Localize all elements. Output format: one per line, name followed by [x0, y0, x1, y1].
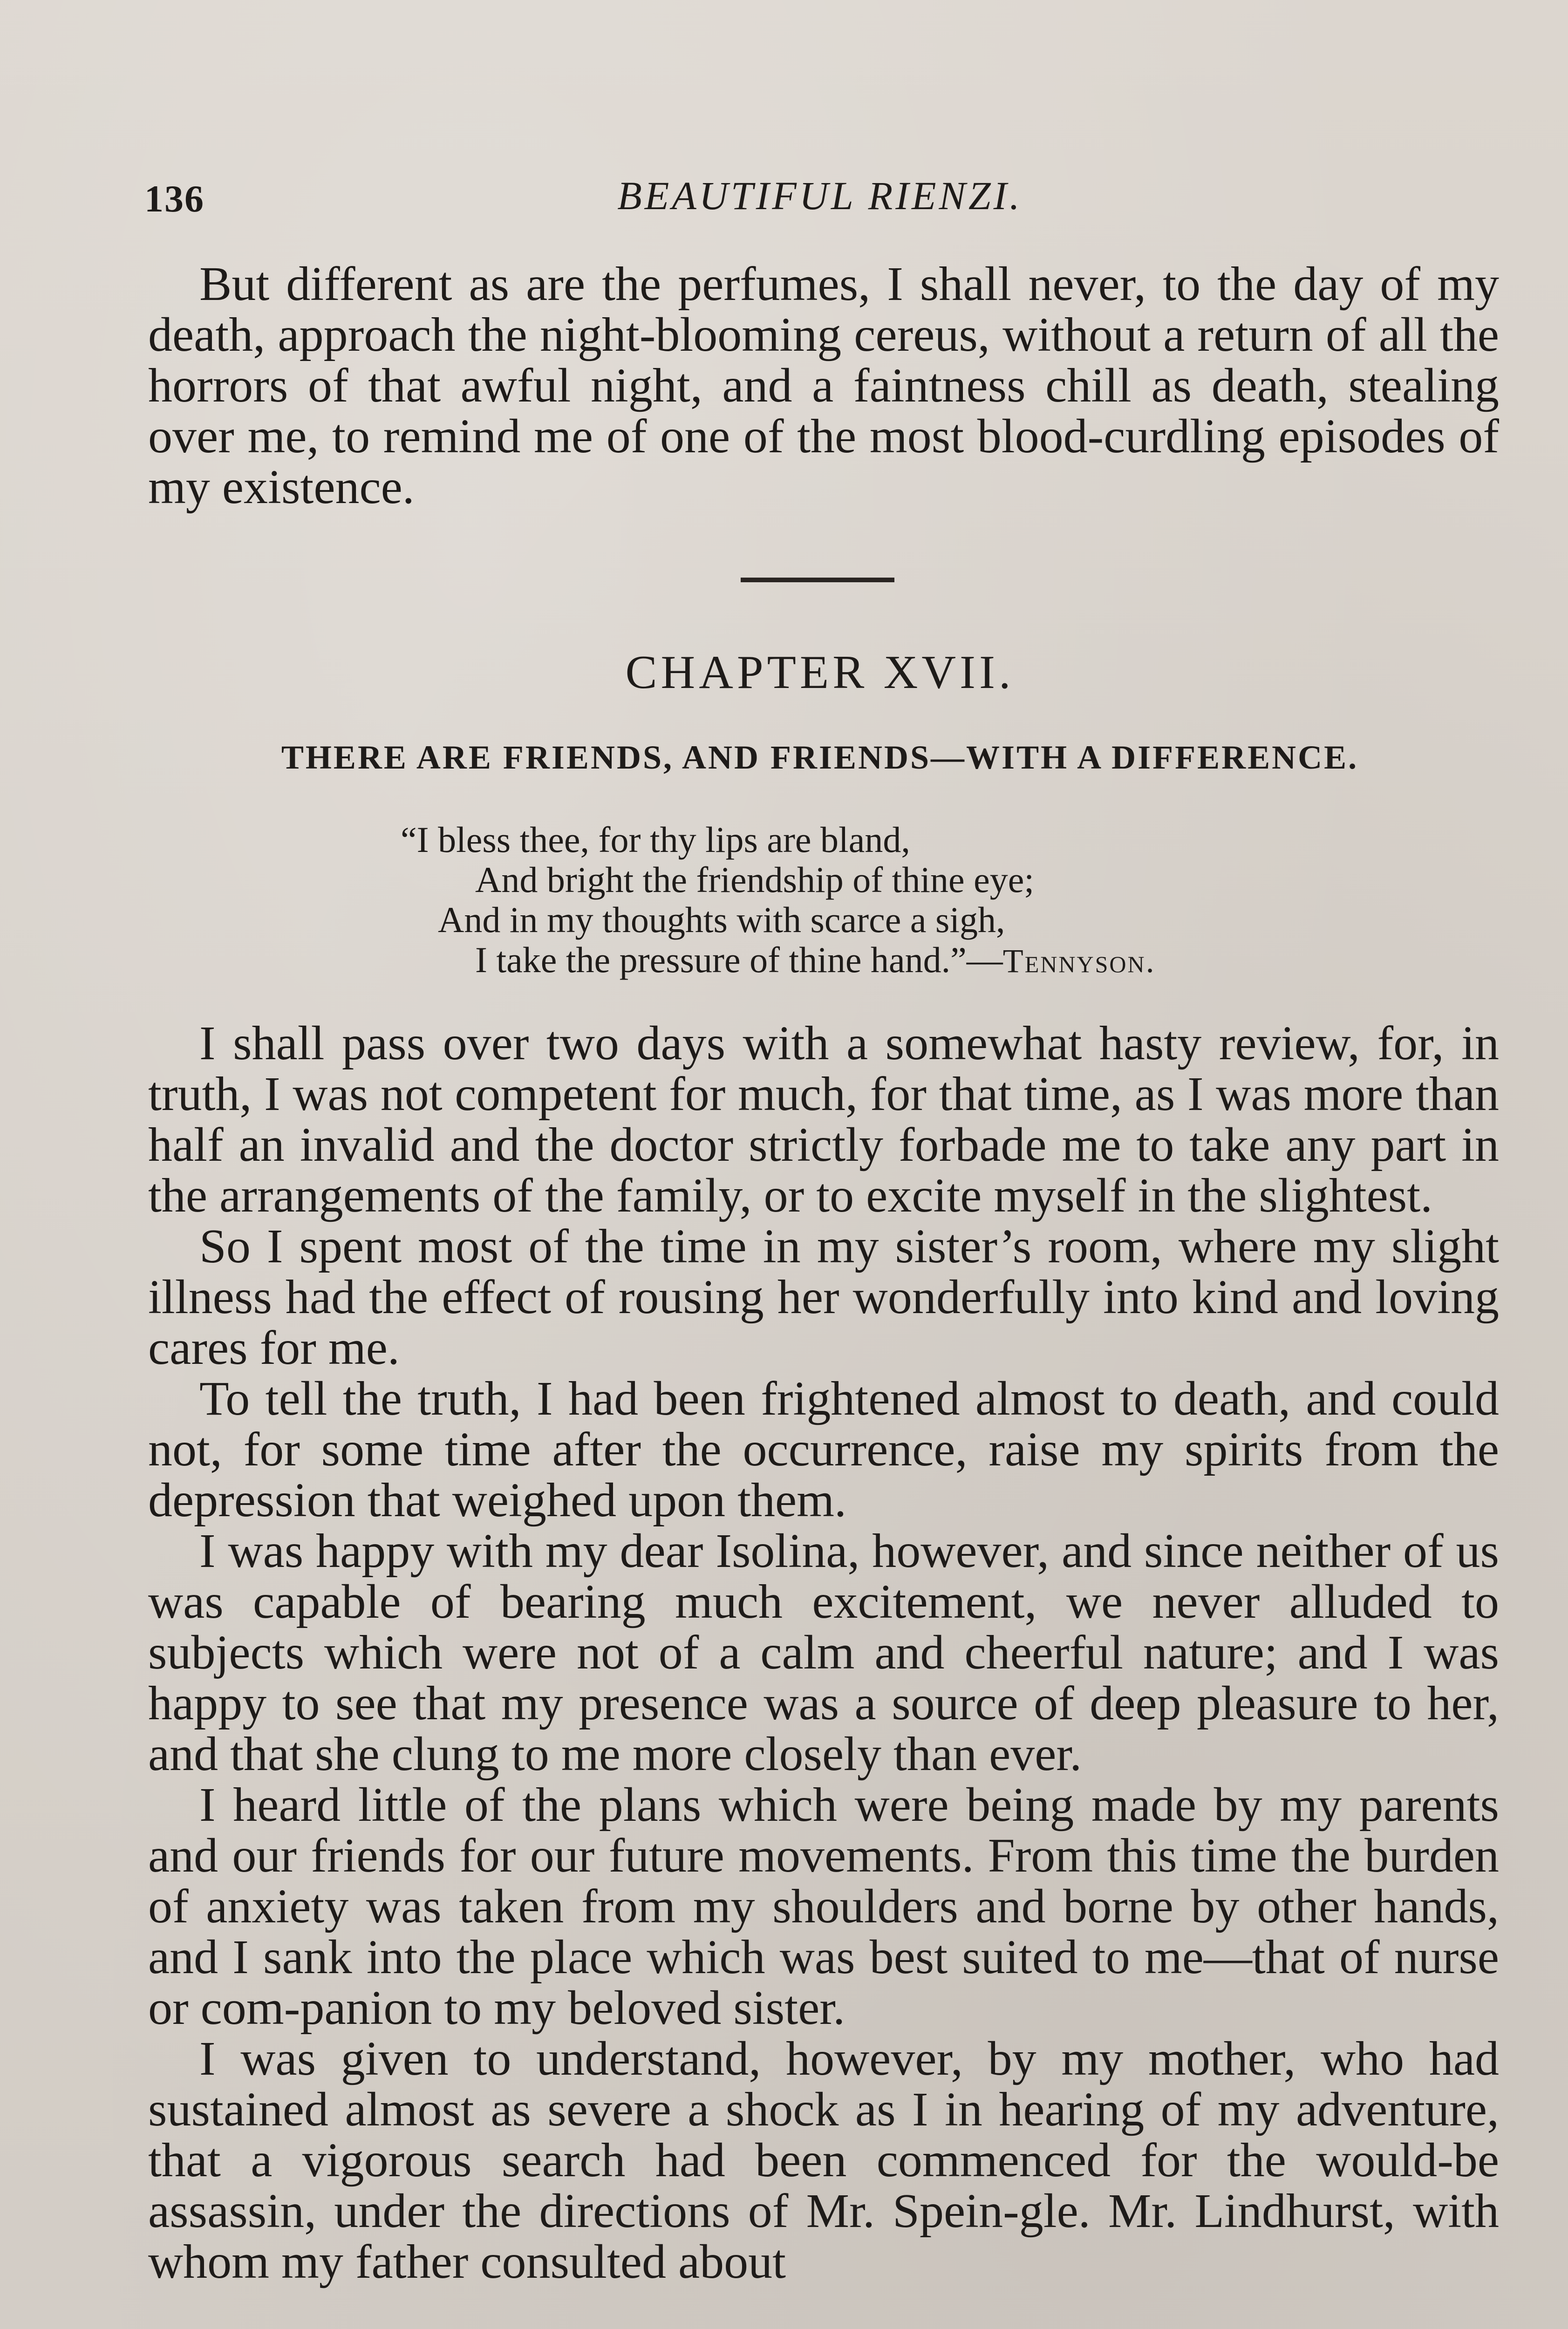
epigraph-attribution: Tennyson.	[1002, 942, 1156, 980]
paragraph: To tell the truth, I had been frightened almost to death, and could not, for some time after the occurrence, raise my spirits from the depression that weighed upon them.	[148, 1372, 1499, 1527]
running-title: BEAUTIFUL RIENZI.	[617, 173, 1023, 218]
epigraph-line: “I bless thee, for thy lips are bland,	[401, 819, 910, 860]
paragraph: I heard little of the plans which were being made by my parents and our friends for our future movements. From this time the burden of anxiety was taken from my shoulders and borne by other hands, and I sank into the place which was best suited to me—that of nurse or com-panion to my beloved sister.	[148, 1778, 1499, 2035]
section-divider	[741, 578, 894, 582]
epigraph-line-text: I take the pressure of thine hand.”—	[475, 940, 1003, 980]
chapter-body	[148, 1018, 1499, 2287]
paragraph: I was given to understand, however, by my mother, who had sustained almost as severe a shock as I in hearing of my adventure, that a vigorous search had been commenced for the would-be assassin, under the directions of Mr. Spein-gle. Mr. Lindhurst, with whom my father consulted about	[148, 2032, 1499, 2288]
paragraph: I shall pass over two days with a somewhat hasty review, for, in truth, I was not competent for much, for that time, as I was more than half an invalid and the doctor strictly forbade me to take any part in the arrangements of the family, or to excite myself in the slightest.	[148, 1016, 1499, 1222]
epigraph-line: And in my thoughts with scarce a sigh,	[438, 899, 1005, 940]
paragraph: I was happy with my dear Isolina, however, and since neither of us was capable of bearing much excitement, we never alluded to subjects which were not of a calm and cheerful nature; and I was happy to see that my presence was a source of deep pleasure to her, and that she clung to me more closely than ever.	[148, 1524, 1499, 1781]
chapter-title: CHAPTER XVII.	[625, 646, 1015, 699]
paragraph: But different as are the perfumes, I shall never, to the day of my death, approach the night-blooming cereus, without a return of all the horrors of that awful night, and a faintness chill as death, stealing over me, to remind me of one of the most blood-curdling episodes of my existence.	[148, 257, 1499, 514]
epigraph-line-last	[401, 940, 1425, 981]
chapter-subtitle: THERE ARE FRIENDS, AND FRIENDS—WITH A DIFFERENCE.	[281, 739, 1359, 776]
page-header	[140, 172, 1500, 224]
epigraph	[401, 820, 1425, 981]
epigraph-line: And bright the friendship of thine eye;	[475, 859, 1035, 900]
paragraph: So I spent most of the time in my sister’s room, where my slight illness had the effect of rousing her wonderfully into kind and loving cares for me.	[148, 1219, 1499, 1375]
page-number: 136	[144, 177, 205, 220]
intro-text	[148, 259, 1499, 512]
